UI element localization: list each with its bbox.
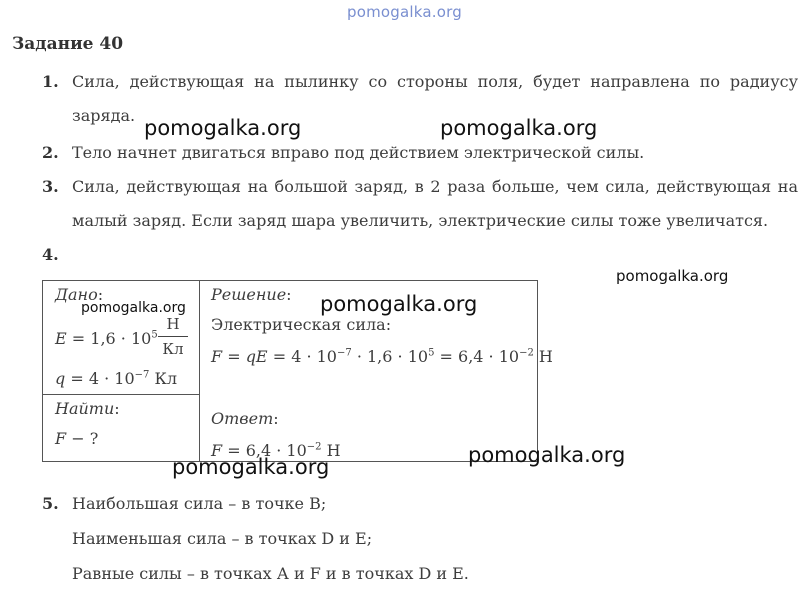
answer-value: $F = 6,4 \cdot 10^{-2}$ Н [211,441,341,460]
table-vertical-divider [199,281,200,461]
e-unit-numerator: Н [166,315,180,333]
item-number-2: 2. [42,143,59,162]
item-number-1: 1. [42,72,59,91]
e-unit-fraction [158,315,188,358]
item-5-line-2: Наименьшая сила – в точках D и E; [72,529,373,548]
item-2-text: Тело начнет двигаться вправо под действием электрической силы. [72,143,645,162]
item-number-3: 3. [42,177,59,196]
find-heading: Найти: [55,399,120,418]
given-e-value: $E = 1,6 \cdot 10^5$ [55,329,158,348]
item-1-line-2: заряда. [72,106,136,125]
solution-heading: Решение: [211,285,292,304]
solution-formula: F = qE = $4 \cdot 10^{-7} \cdot 1,6 \cdot 10^5 = 6,4 \cdot 10^{-2}$ Н [211,347,553,366]
item-number-5: 5. [42,494,59,513]
table-horizontal-divider [43,394,199,395]
watermark: pomogalka.org [172,455,330,479]
watermark: pomogalka.org [81,300,186,316]
item-3-line-2: малый заряд. Если заряд шара увеличить, электрические силы тоже увеличатся. [72,211,769,230]
given-heading: Дано: [55,285,104,304]
watermark: pomogalka.org [616,267,729,285]
given-q-value: $q = 4 \cdot 10^{-7}$ Кл [55,369,178,388]
find-f: F − ? [55,429,99,448]
watermark: pomogalka.org [144,116,302,140]
task-title: Задание 40 [12,34,124,54]
solution-text: Электрическая сила: [211,315,392,334]
item-5-line-1: Наибольшая сила – в точке В; [72,494,327,513]
item-5-line-3: Равные силы – в точках А и F и в точках D и E. [72,564,469,583]
watermark: pomogalka.org [440,116,598,140]
item-1-line-1: Сила, действующая на пылинку со стороны поля, будет направлена по радиусу [72,72,798,91]
item-3-line-1: Сила, действующая на большой заряд, в 2 раза больше, чем сила, действующая на [72,177,798,196]
fraction-bar [158,336,188,337]
answer-heading: Ответ: [211,409,279,428]
item-number-4: 4. [42,245,59,264]
watermark: pomogalka.org [468,443,626,467]
e-unit-denominator: Кл [162,340,184,358]
watermark: pomogalka.org [320,292,478,316]
top-watermark: pomogalka.org [347,3,462,21]
